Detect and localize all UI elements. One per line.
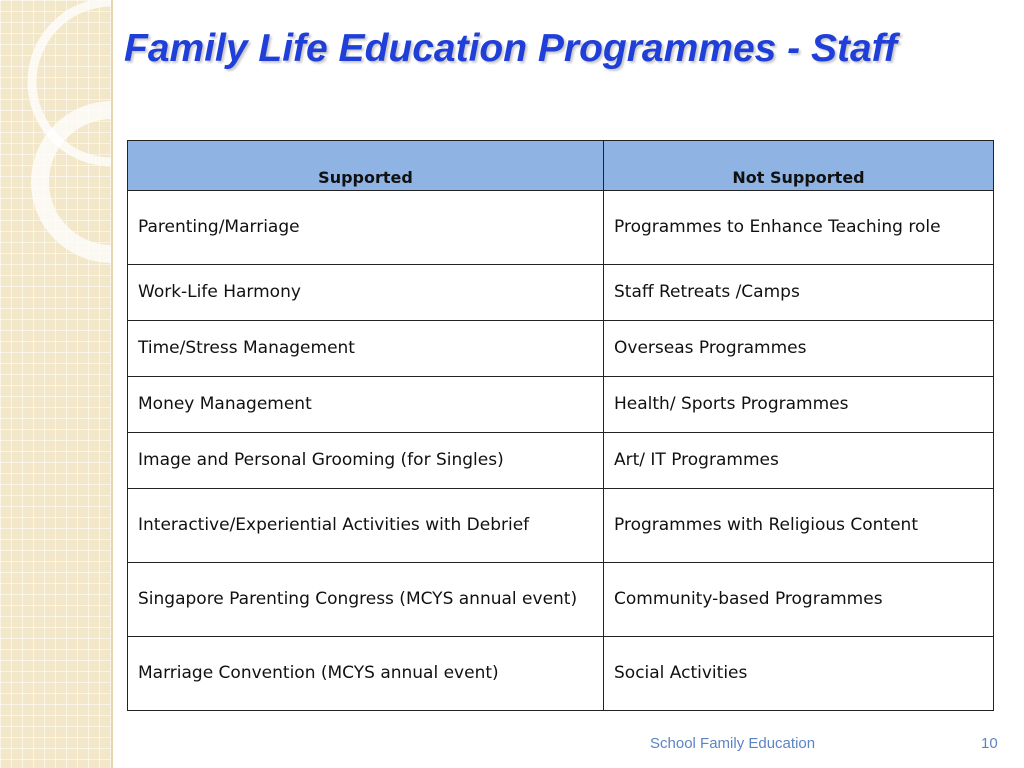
not-supported-cell: Staff Retreats /Camps bbox=[604, 265, 994, 321]
supported-cell: Interactive/Experiential Activities with Debrief bbox=[128, 489, 604, 563]
side-panel-edge bbox=[111, 0, 113, 768]
slide-title: Family Life Education Programmes - Staff bbox=[124, 27, 897, 70]
programmes-table-container bbox=[127, 140, 993, 711]
table-row bbox=[128, 265, 994, 321]
header-not-supported: Not Supported bbox=[604, 141, 994, 191]
page-number: 10 bbox=[981, 735, 998, 752]
not-supported-cell: Art/ IT Programmes bbox=[604, 433, 994, 489]
not-supported-cell: Overseas Programmes bbox=[604, 321, 994, 377]
not-supported-cell: Programmes to Enhance Teaching role bbox=[604, 191, 994, 265]
supported-cell: Parenting/Marriage bbox=[128, 191, 604, 265]
supported-cell: Time/Stress Management bbox=[128, 321, 604, 377]
supported-cell: Marriage Convention (MCYS annual event) bbox=[128, 637, 604, 711]
supported-cell: Work-Life Harmony bbox=[128, 265, 604, 321]
supported-cell: Money Management bbox=[128, 377, 604, 433]
not-supported-cell: Programmes with Religious Content bbox=[604, 489, 994, 563]
table-row bbox=[128, 321, 994, 377]
not-supported-cell: Social Activities bbox=[604, 637, 994, 711]
supported-cell: Image and Personal Grooming (for Singles) bbox=[128, 433, 604, 489]
header-supported: Supported bbox=[128, 141, 604, 191]
not-supported-cell: Community-based Programmes bbox=[604, 563, 994, 637]
not-supported-cell: Health/ Sports Programmes bbox=[604, 377, 994, 433]
table-row bbox=[128, 191, 994, 265]
table-row bbox=[128, 433, 994, 489]
supported-cell: Singapore Parenting Congress (MCYS annual event) bbox=[128, 563, 604, 637]
decorative-side-panel bbox=[0, 0, 113, 768]
decorative-circles bbox=[0, 0, 113, 768]
programmes-table bbox=[127, 140, 994, 711]
table-row bbox=[128, 637, 994, 711]
table-row bbox=[128, 489, 994, 563]
table-row bbox=[128, 377, 994, 433]
footer-text: School Family Education bbox=[650, 735, 816, 752]
table-row bbox=[128, 563, 994, 637]
table-header-row bbox=[128, 141, 994, 191]
